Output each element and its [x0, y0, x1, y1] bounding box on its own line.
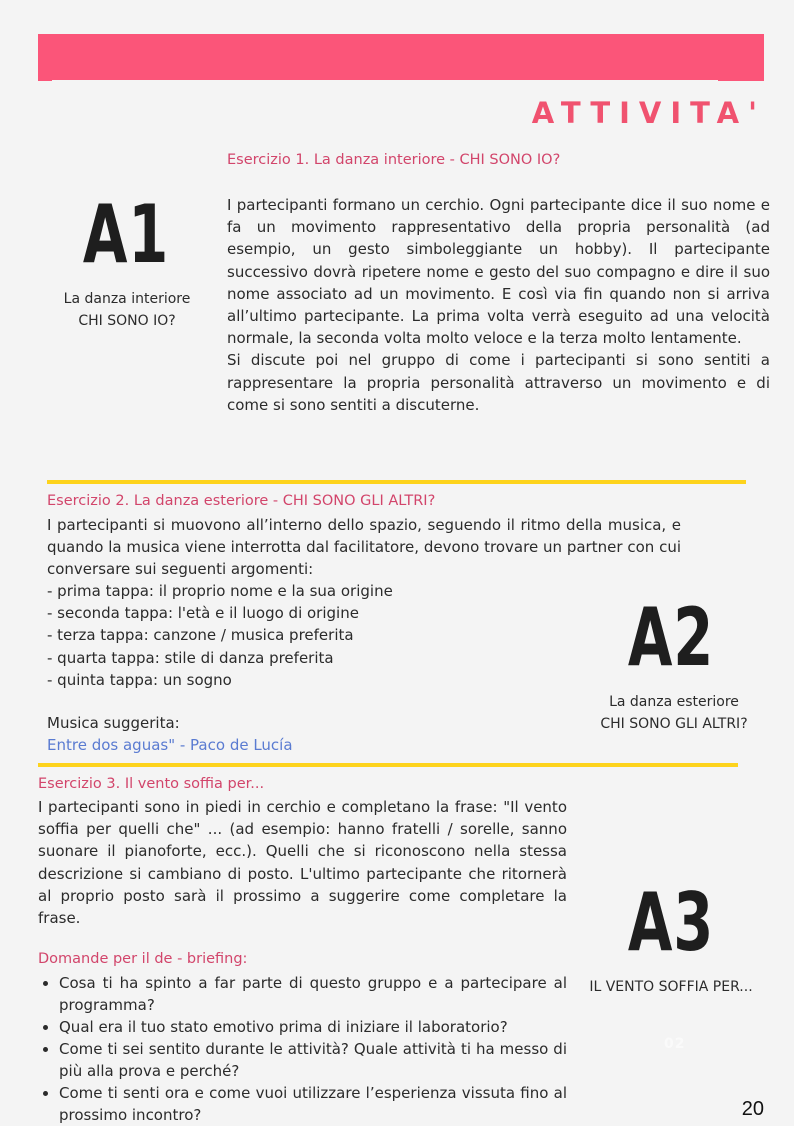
exercise-1-paragraph-1: I partecipanti formano un cerchio. Ogni partecipante dice il suo nome e fa un movimento rappresentativo della propria personalità (ad esempio, un gesto simboleggiante un hobby). Il partecipante successivo dovrà ripetere nome e gesto del suo compagno e dire il suo nome associato ad un movimento. E così via fin quando non si arriva all’ultimo partecipante. La prima volta verrà eseguito ad una velocità normale, la seconda volta molto veloce e la terza molto lentamente.	[227, 196, 770, 348]
section-divider-2	[38, 763, 738, 767]
exercise-1-caption	[40, 288, 214, 332]
exercise-2-list	[47, 580, 567, 691]
exercise-2-intro: I partecipanti si muovono all’interno dello spazio, seguendo il ritmo della musica, e quando la musica viene interrotta dal facilitatore, devono trovare un partner con cui conversare sui seguenti argomenti:	[47, 516, 681, 579]
music-link[interactable]: Entre dos aguas" - Paco de Lucía	[47, 736, 293, 754]
exercise-3-code: A3	[627, 876, 715, 969]
question-item: • Come ti senti ora e come vuoi utilizzare l’esperienza vissuta fino al prossimo incontro?	[59, 1082, 567, 1126]
music-label: Musica suggerita:	[47, 714, 180, 732]
faint-label: 02	[664, 1036, 686, 1052]
exercise-1-code: A1	[82, 188, 170, 281]
exercise-2-title: Esercizio 2. La danza esteriore - CHI SONO GLI ALTRI?	[47, 493, 436, 509]
exercise-1-caption-line-1: La danza interiore	[63, 291, 191, 307]
list-item: - quinta tappa: un sogno	[47, 670, 232, 689]
exercise-3-title: Esercizio 3. Il vento soffia per...	[38, 776, 265, 792]
question-item: • Cosa ti ha spinto a far parte di questo gruppo e a partecipare al programma?	[59, 972, 567, 1016]
exercise-1-body	[227, 194, 770, 416]
exercise-3-body: I partecipanti sono in piedi in cerchio e completano la frase: "Il vento soffia per quelli che" ... (ad esempio: hanno fratelli / sorelle, sanno suonare il pianoforte, ecc.). Quelli che si riconoscono nella stessa descrizione si cambiano di posto. L'ultimo partecipante che ritornerà al proprio posto sarà il prossimo a suggerire come completare la frase.	[38, 798, 567, 928]
list-item: - prima tappa: il proprio nome e la sua origine	[47, 582, 393, 600]
header-banner	[38, 34, 764, 81]
question-item: • Come ti sei sentito durante le attività? Quale attività ti ha messo di più alla prova e perché?	[59, 1038, 567, 1082]
list-item: - quarta tappa: stile di danza preferita	[47, 648, 334, 667]
exercise-1-caption-line-2: CHI SONO IO?	[78, 313, 176, 329]
exercise-2-code: A2	[627, 591, 715, 684]
debrief-questions	[38, 972, 567, 1126]
page-number: 20	[741, 1098, 764, 1120]
exercise-2-caption	[578, 691, 770, 735]
debrief-title: Domande per il de - briefing:	[38, 951, 248, 967]
question-item: • Qual era il tuo stato emotivo prima di iniziare il laboratorio?	[59, 1016, 567, 1038]
exercise-1-title: Esercizio 1. La danza interiore - CHI SONO IO?	[227, 152, 561, 168]
exercise-2-caption-line-1: La danza esteriore	[609, 694, 739, 710]
list-item: - terza tappa: canzone / musica preferita	[47, 626, 354, 645]
section-divider-1	[47, 480, 746, 484]
exercise-3-caption: IL VENTO SOFFIA PER...	[589, 979, 753, 995]
exercise-1-paragraph-2: Si discute poi nel gruppo di come i partecipanti si sono sentiti a rappresentare la propria personalità attraverso un movimento e di come si sono sentiti a discuterne.	[227, 351, 770, 414]
header-banner-divider	[52, 80, 718, 83]
page-title: ATTIVITA'	[531, 96, 766, 130]
exercise-2-caption-line-2: CHI SONO GLI ALTRI?	[600, 716, 748, 732]
list-item: - seconda tappa: l'età e il luogo di origine	[47, 604, 359, 623]
